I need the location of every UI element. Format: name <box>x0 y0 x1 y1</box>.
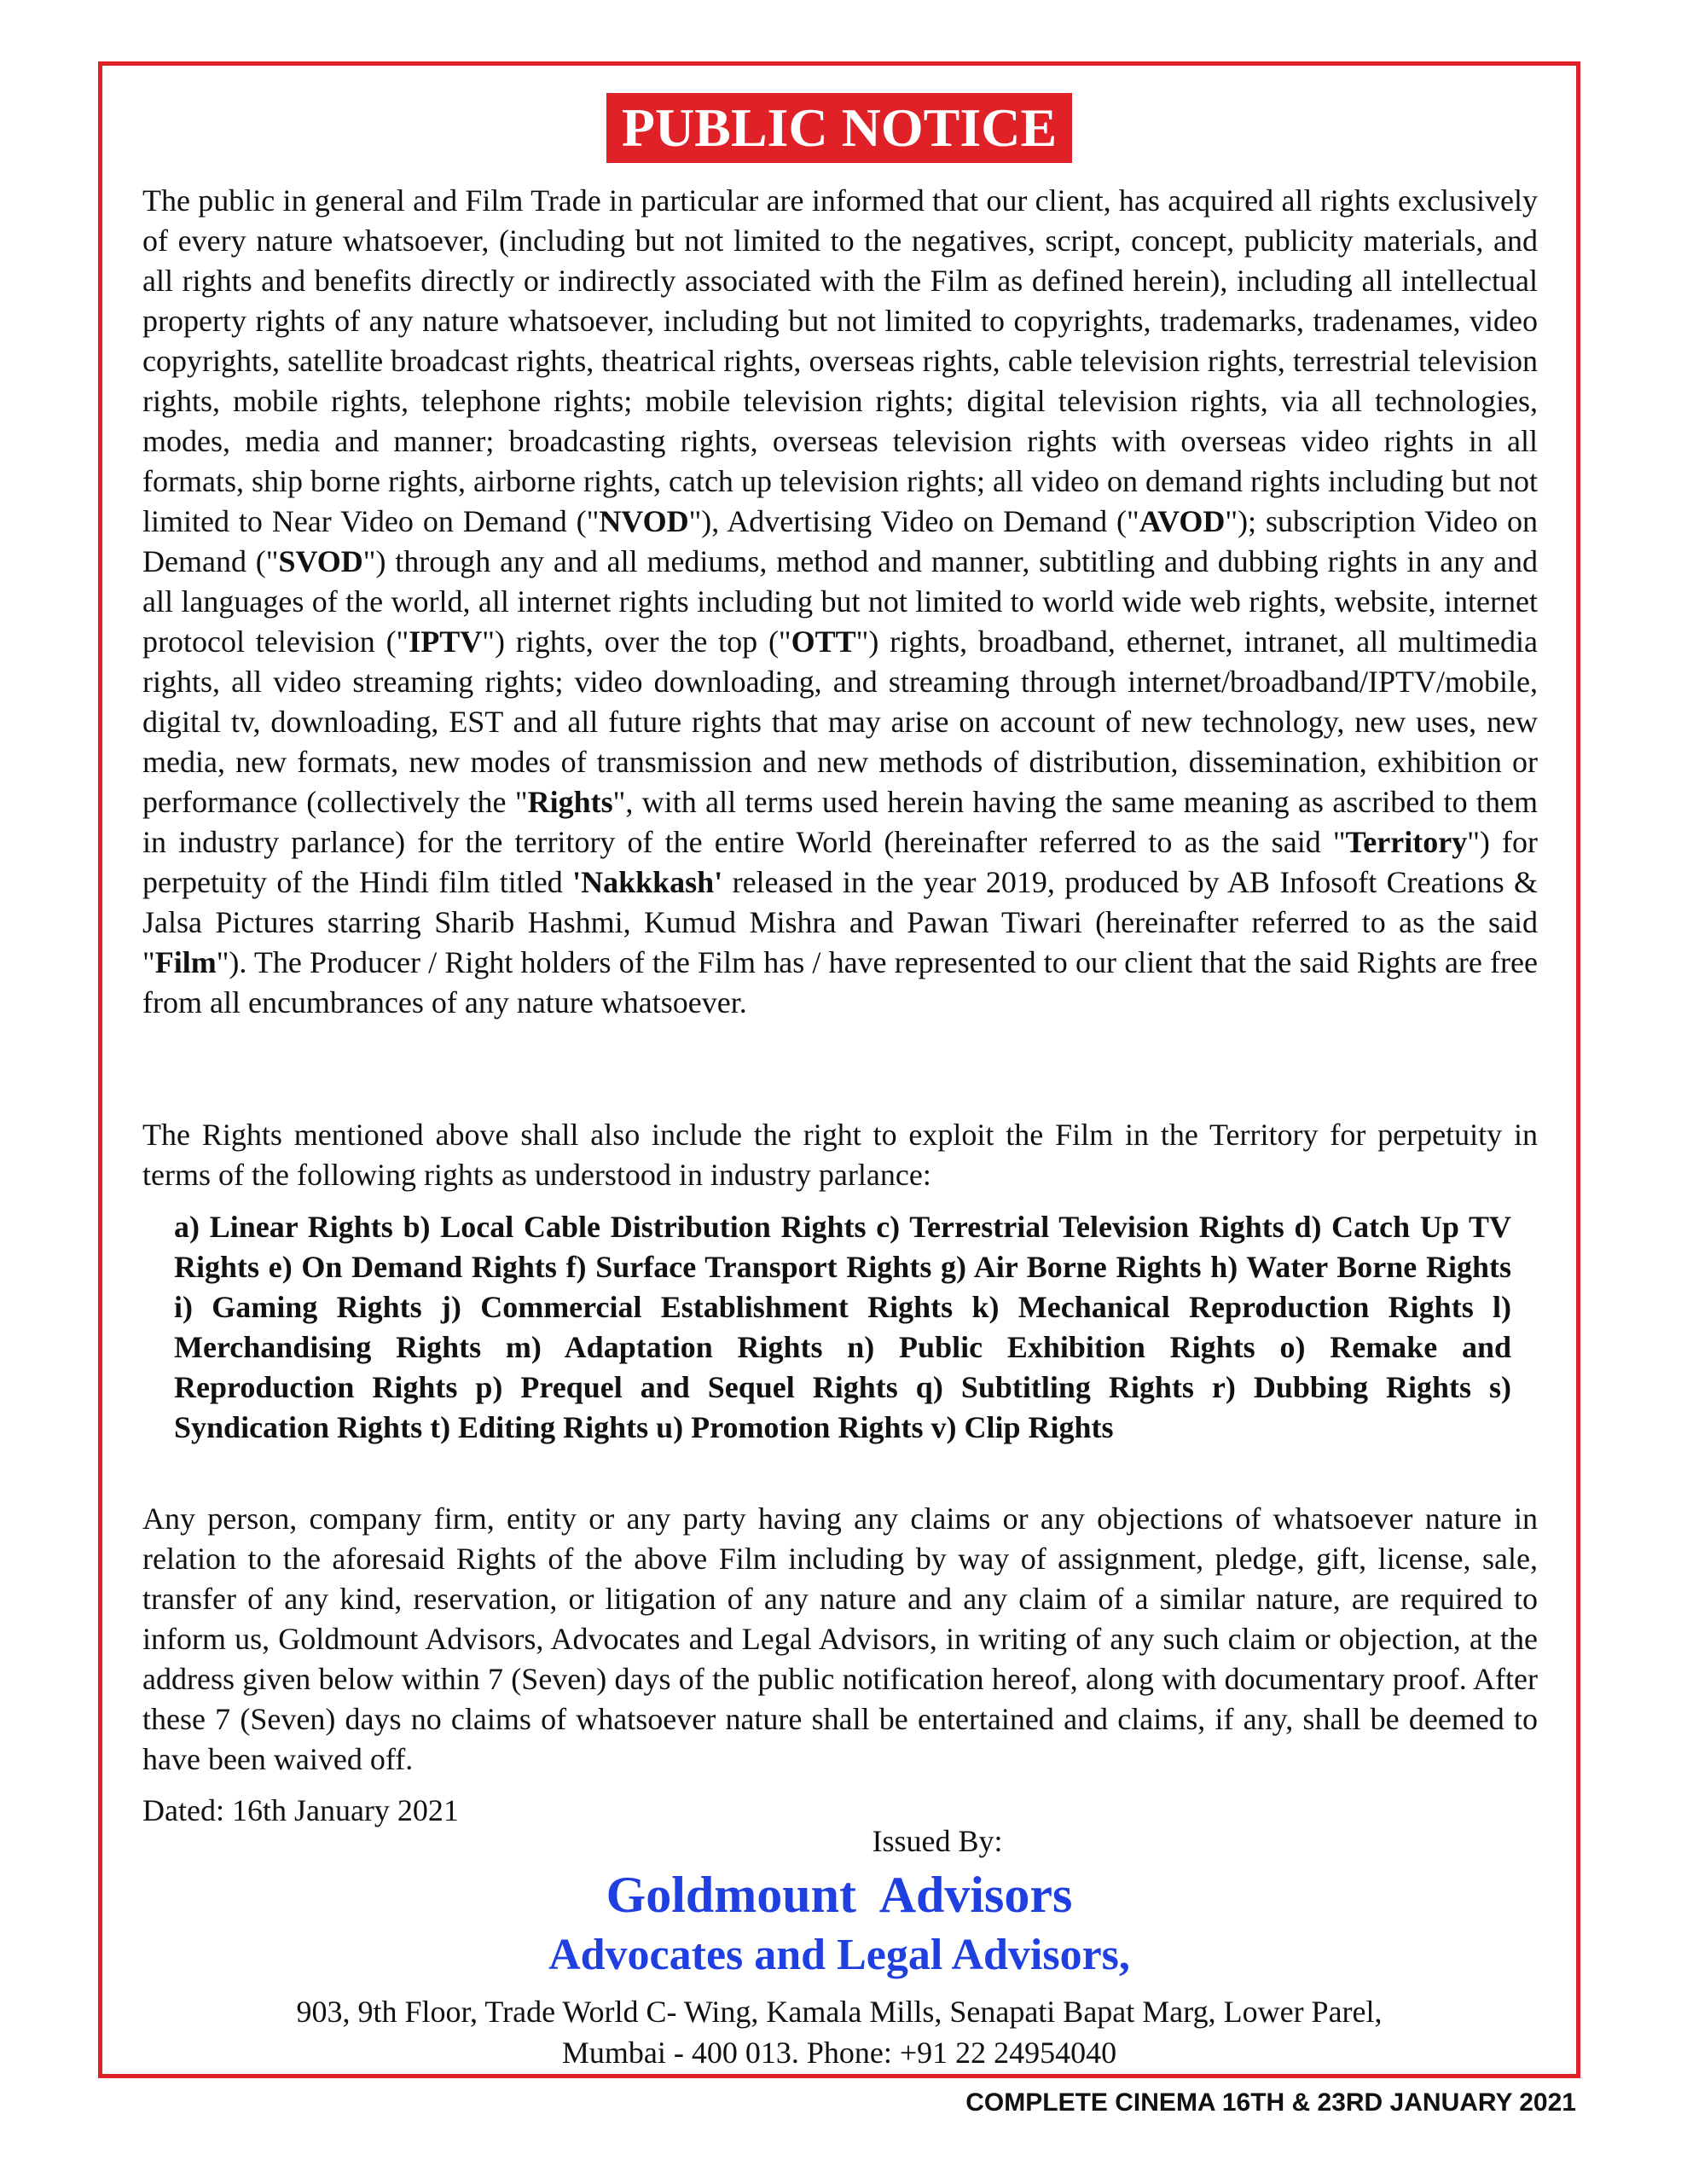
p1-text: ", with all terms used herein having the same meaning as ascribed to them in industry parlance) for the territory of the entire World (hereinafter referred to as the said " <box>142 785 1539 859</box>
p1-bold-rights: Rights <box>527 785 613 819</box>
paragraph-rights-acquired <box>142 181 1538 1023</box>
p1-bold-svod: SVOD <box>278 544 363 578</box>
paragraph-claims: Any person, company firm, entity or any party having any claims or any objections of whatsoever nature in relation to the aforesaid Rights of the above Film including by way of assignment, pledge, gift, license, sale, transfer of any kind, reservation, or litigation of any nature and any claim of a similar nature, are required to inform us, Goldmount Advisors, Advocates and Legal Advisors, in writing of any such claim or objection, at the address given below within 7 (Seven) days of the public notification hereof, along with documentary proof. After these 7 (Seven) days no claims of whatsoever nature shall be entertained and claims, if any, shall be deemed to have been waived off. <box>142 1502 1538 1776</box>
publication-footer: COMPLETE CINEMA 16TH & 23RD JANUARY 2021 <box>965 2088 1576 2117</box>
p1-text: ") for perpetuity of the Hindi film titled <box>142 825 1538 899</box>
address-line-1: 903, 9th Floor, Trade World C- Wing, Kamala Mills, Senapati Bapat Marg, Lower Parel, <box>296 1995 1383 2029</box>
p1-bold-ott: OTT <box>791 624 856 659</box>
p1-text: ") rights, broadband, ethernet, intranet, all multimedia rights, all video streaming rights; video downloading, and streaming through internet/broadband/IPTV/mobile, digital tv, downloading, EST and all future rights that may arise on account of new technology, new uses, new media, new formats, new modes of transmission and new methods of distribution, dissemination, exhibition or performance (collectively the " <box>142 624 1538 819</box>
issued-by-label: Issued By: <box>872 1824 1003 1858</box>
address-line-2: Mumbai - 400 013. Phone: +91 22 24954040 <box>561 2036 1117 2070</box>
p1-bold-film: Film <box>154 945 217 979</box>
p1-text: released in the year 2019, produced by AB Infosoft Creations & Jalsa Pictures starring Sharib Hashmi, Kumud Mishra and Pawan Tiwari (hereinafter referred to as the said " <box>142 865 1539 979</box>
paragraph-rights-scope: The Rights mentioned above shall also include the right to exploit the Film in the Territory for perpetuity in terms of the following rights as understood in industry parlance: <box>142 1118 1538 1192</box>
p1-text: ") through any and all mediums, method and manner, subtitling and dubbing rights in any and all languages of the world, all internet rights including but not limited to world wide web rights, website, internet protocol television (" <box>142 544 1538 659</box>
rights-list: a) Linear Rights b) Local Cable Distribution Rights c) Terrestrial Television Rights d) Catch Up TV Rights e) On Demand Rights f) Surface Transport Rights g) Air Borne Rights h) Water Borne Rights i) Gaming Rights j) Commercial Establishment Rights k) Mechanical Reproduction Rights l) Merchandising Rights m) Adaptation Rights n) Public Exhibition Rights o) Remake and Reproduction Rights p) Prequel and Sequel Rights q) Subtitling Rights r) Dubbing Rights s) Syndication Rights t) Editing Rights u) Promotion Rights v) Clip Rights <box>174 1210 1511 1444</box>
p1-text: The public in general and Film Trade in particular are informed that our client, has acquired all rights exclusively of every nature whatsoever, (including but not limited to the negatives, script, concept, publicity materials, and all rights and benefits directly or indirectly associated with the Film as defined herein), including all intellectual property rights of any nature whatsoever, including but not limited to copyrights, trademarks, tradenames, video copyrights, satellite broadcast rights, theatrical rights, overseas rights, cable television rights, terrestrial television rights, mobile rights, telephone rights; mobile television rights; digital television rights, via all technologies, modes, media and manner; broadcasting rights, overseas television rights with overseas video rights in all formats, ship borne rights, airborne rights, catch up television rights; all video on demand rights including but not limited to Near Video on Demand (" <box>142 183 1538 538</box>
notice-frame <box>98 61 1580 2078</box>
p1-text: "), Advertising Video on Demand (" <box>688 504 1139 538</box>
p1-bold-nvod: NVOD <box>599 504 689 538</box>
p1-bold-territory: Territory <box>1345 825 1468 859</box>
p1-bold-avod: AVOD <box>1139 504 1226 538</box>
p1-text: "); subscription Video on Demand (" <box>142 504 1539 578</box>
title-wrap <box>102 93 1576 163</box>
p1-bold-iptv: IPTV <box>409 624 483 659</box>
notice-title: PUBLIC NOTICE <box>606 93 1072 163</box>
p1-text: "). The Producer / Right holders of the Film has / have represented to our client that the said Rights are free from all encumbrances of any nature whatsoever. <box>142 945 1538 1019</box>
p1-bold-film-title: 'Nakkkash' <box>572 865 723 899</box>
firm-name: Goldmount Advisors <box>606 1867 1073 1923</box>
p1-text: ") rights, over the top (" <box>482 624 791 659</box>
dated-line: Dated: 16th January 2021 <box>142 1793 459 1827</box>
firm-subtitle: Advocates and Legal Advisors, <box>548 1931 1130 1979</box>
